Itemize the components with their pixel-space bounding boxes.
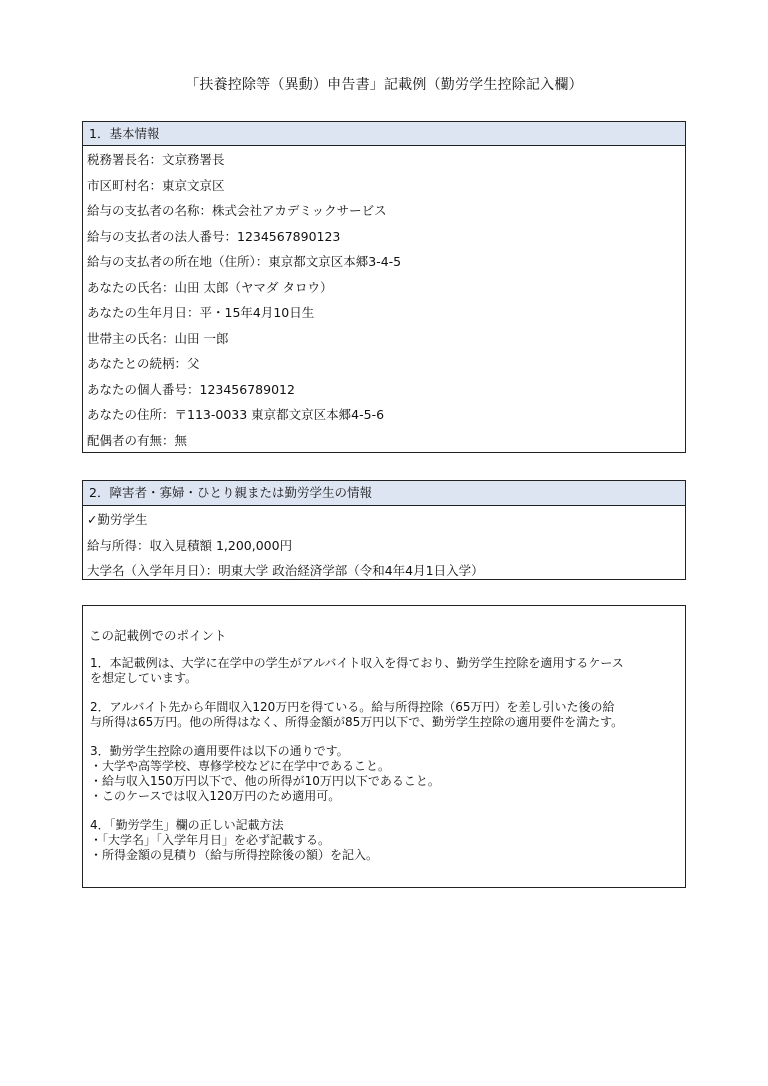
field-your-name: あなたの氏名：山田 太郎（ヤマダ タロウ） [87,279,333,295]
point-2 [89,700,679,730]
point-2-line: 与所得は65万円。他の所得はなく、所得金額が85万円以下で、勤労学生控除の適用要件を満たす。 [90,715,624,729]
point-4-line: 4．「勤労学生」欄の正しい記載方法 [90,818,284,832]
field-householder-name: 世帯主の氏名：山田 一郎 [87,330,229,346]
points-section [82,605,686,888]
field-salary-income: 給与所得：収入見積額 1,200,000円 [87,537,293,553]
working-student-section [82,480,686,580]
point-3-bullet: ・給与収入150万円以下で、他の所得が10万円以下であること。 [90,774,440,788]
field-payer-corporate-number: 給与の支払者の法人番号：1234567890123 [87,228,341,244]
working-student-header: 2．障害者・寡婦・ひとり親または勤労学生の情報 [83,481,685,506]
field-payer-address: 給与の支払者の所在地（住所）：東京都文京区本郷3-4-5 [87,254,402,269]
field-your-address: あなたの住所：〒113-0033 東京都文京区本郷4-5-6 [87,407,385,422]
point-2-line: 2．アルバイト先から年間収入120万円を得ている。給与所得控除（65万円）を差し引いた後の給 [90,700,615,714]
point-4 [89,818,679,863]
point-4-bullet: ・所得金額の見積り（給与所得控除後の額）を記入。 [90,848,379,862]
basic-info-rows [83,146,685,453]
field-payer-name: 給与の支払者の名称：株式会社アカデミックサービス [87,203,387,218]
point-3-bullet: ・このケースでは収入120万円のため適用可。 [90,789,341,803]
field-municipality: 市区町村名：東京文京区 [87,177,225,193]
point-1 [89,656,679,686]
point-3-line: 3．勤労学生控除の適用要件は以下の通りです。 [90,744,349,758]
point-1-line: 1．本記載例は、大学に在学中の学生がアルバイト収入を得ており、勤労学生控除を適用するケース [90,656,624,670]
field-tax-office: 税務署長名：文京務署長 [87,152,225,167]
points-title: この記載例でのポイント [89,628,227,643]
field-working-student-check: ✓勤労学生 [87,512,148,527]
basic-info-section [82,121,686,453]
basic-info-header: 1．基本情報 [83,122,685,146]
point-3-bullet: ・大学や高等学校、専修学校などに在学中であること。 [90,759,391,773]
field-birthdate: あなたの生年月日：平・15年4月10日生 [87,305,315,320]
field-spouse: 配偶者の有無：無 [87,432,188,448]
working-student-rows [83,506,685,584]
point-3 [89,744,679,804]
point-1-line: を想定しています。 [90,671,198,685]
field-university: 大学名（入学年月日）：明東大学 政治経済学部（令和4年4月1日入学） [87,563,484,578]
field-relationship: あなたとの続柄：父 [87,356,200,371]
document-title: 「扶養控除等（異動）申告書」記載例（勤労学生控除記入欄） [185,77,583,93]
field-individual-number: あなたの個人番号：123456789012 [87,381,295,397]
point-4-bullet: ・「大学名」「入学年月日」を必ず記載する。 [90,833,331,847]
